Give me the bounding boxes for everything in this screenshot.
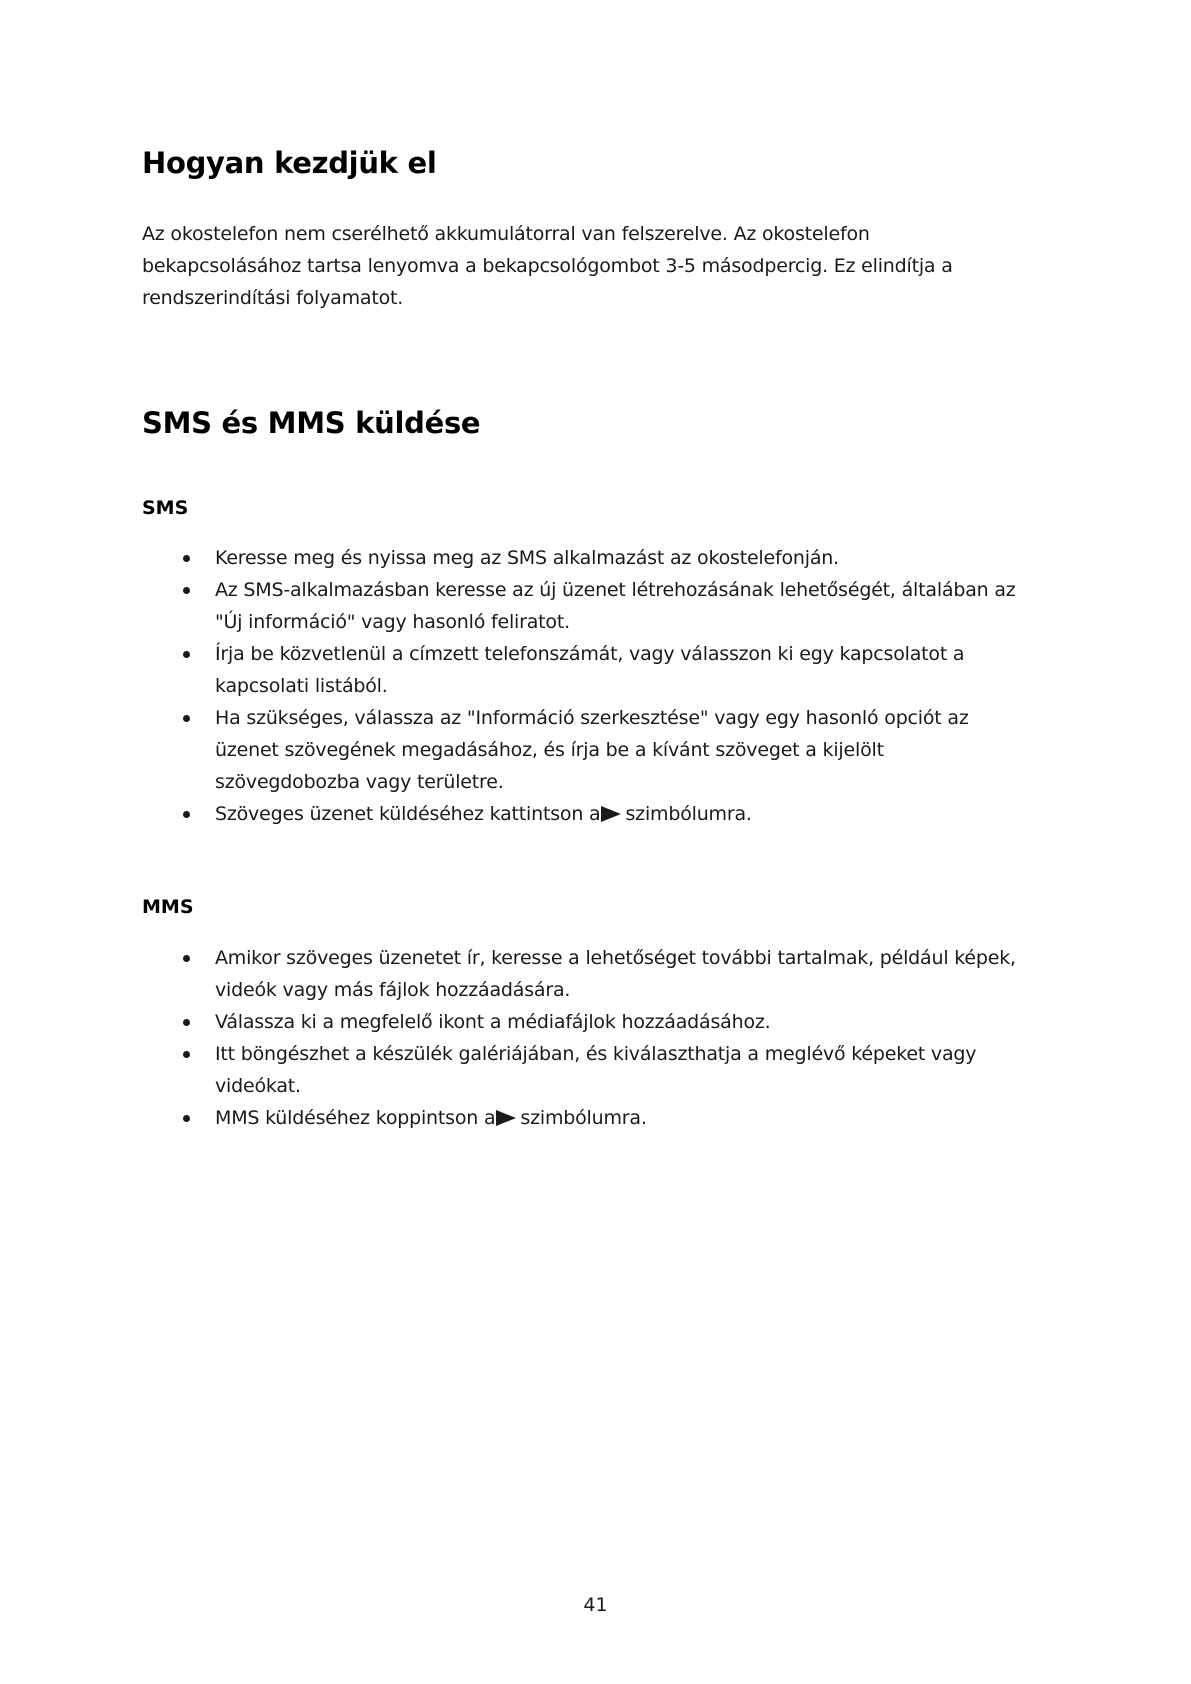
bullet-icon — [183, 811, 190, 818]
bullet-icon — [183, 651, 190, 658]
list-item: Szöveges üzenet küldéséhez kattintson a szimbólumra. — [142, 798, 1062, 830]
bullet-icon — [183, 555, 190, 562]
list-item: Ha szükséges, válassza az "Információ szerkesztése" vagy egy hasonló opciót az üzenet szövegének megadásához, és írja be a kívánt szöveget a kijelölt szövegdobozba vagy területre. — [142, 702, 1062, 798]
list-item: Az SMS-alkalmazásban keresse az új üzenet létrehozásának lehetőségét, általában az "Új információ" vagy hasonló feliratot. — [142, 574, 1062, 638]
bullet-icon — [183, 955, 190, 962]
sms-subheading: SMS — [142, 497, 189, 519]
list-item: Írja be közvetlenül a címzett telefonszámát, vagy válasszon ki egy kapcsolatot a kapcsolati listából. — [142, 638, 1062, 702]
list-item: MMS küldéséhez koppintson a szimbólumra. — [142, 1102, 1062, 1134]
bullet-icon — [183, 1019, 190, 1026]
paragraph-line: Az okostelefon nem cserélhető akkumulátorral van felszerelve. Az okostelefon — [142, 223, 870, 245]
section-title-getting-started: Hogyan kezdjük el — [142, 146, 437, 180]
send-arrow-icon — [496, 1110, 516, 1126]
mms-subheading: MMS — [142, 896, 194, 918]
paragraph-line: bekapcsolásához tartsa lenyomva a bekapcsológombot 3-5 másodpercig. Ez elindítja a — [142, 255, 953, 277]
paragraph-line: rendszerindítási folyamatot. — [142, 287, 404, 309]
bullet-icon — [183, 587, 190, 594]
list-item: Válassza ki a megfelelő ikont a médiafájlok hozzáadásához. — [142, 1006, 1062, 1038]
list-item: Amikor szöveges üzenetet ír, keresse a lehetőséget további tartalmak, például képek, videók vagy más fájlok hozzáadására. — [142, 942, 1062, 1006]
bullet-icon — [183, 1115, 190, 1122]
sms-steps-list — [142, 542, 1062, 830]
bullet-icon — [183, 1051, 190, 1058]
page-number: 41 — [583, 1594, 608, 1616]
intro-paragraph — [142, 218, 1062, 314]
list-item: Itt böngészhet a készülék galériájában, és kiválaszthatja a meglévő képeket vagy videókat. — [142, 1038, 1062, 1102]
list-item: Keresse meg és nyissa meg az SMS alkalmazást az okostelefonján. — [142, 542, 1062, 574]
send-arrow-icon — [601, 806, 621, 822]
bullet-icon — [183, 715, 190, 722]
mms-steps-list — [142, 942, 1062, 1134]
section-title-sms-mms: SMS és MMS küldése — [142, 406, 481, 440]
